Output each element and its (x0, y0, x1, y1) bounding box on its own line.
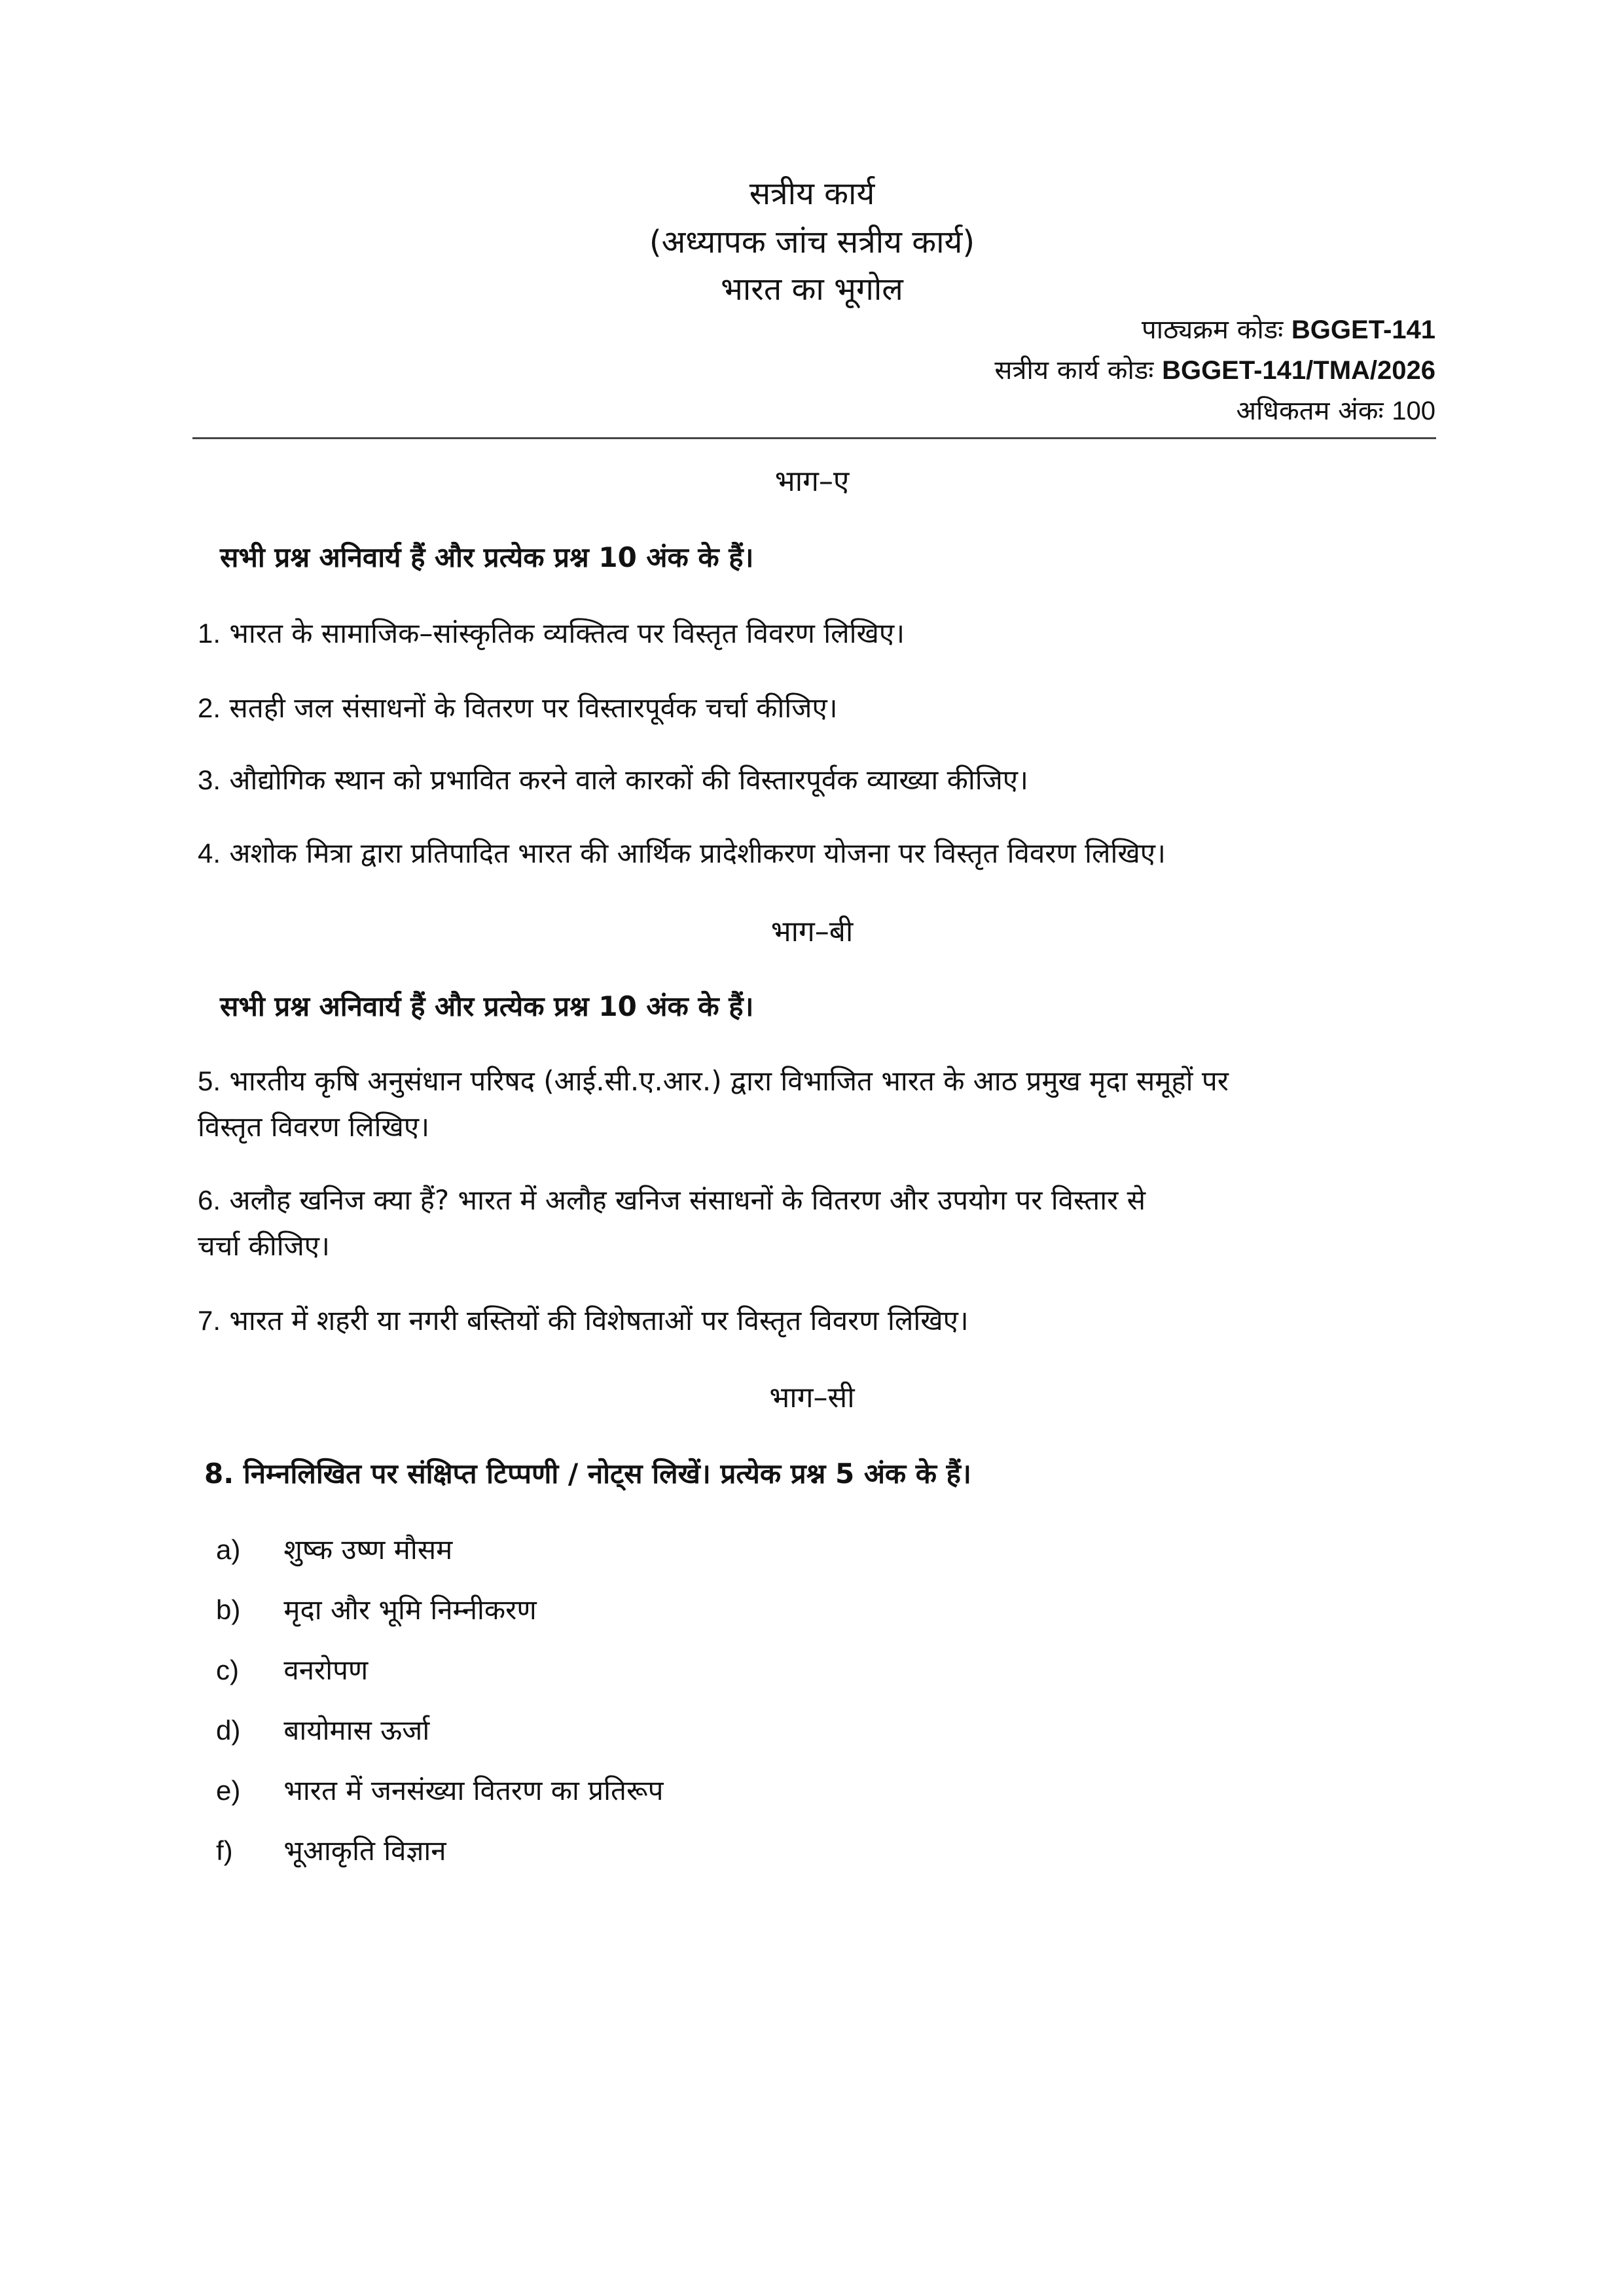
list-item (216, 1712, 429, 1749)
question-text: भारत में शहरी या नगरी बस्तियों की विशेषताओं पर विस्तृत विवरण लिखिए। (229, 1304, 969, 1336)
question-number: 7. (198, 1305, 221, 1336)
item-letter: a) (216, 1534, 241, 1565)
header-title: सत्रीय कार्य (749, 175, 875, 212)
item-text: भारत में जनसंख्या वितरण का प्रतिरूप (283, 1774, 664, 1806)
course-code (1142, 313, 1435, 347)
question-text: भारत के सामाजिक–सांस्कृतिक व्यक्तित्व पर विस्तृत विवरण लिखिए। (229, 617, 905, 649)
item-letter: b) (216, 1594, 241, 1625)
list-item (216, 1772, 663, 1809)
question-text: निम्नलिखित पर संक्षिप्त टिप्पणी / नोट्स लिखें। प्रत्येक प्रश्न 5 अंक के हैं। (243, 1458, 971, 1490)
question-number: 1. (198, 618, 221, 649)
header-divider (192, 437, 1436, 439)
item-letter: e) (216, 1775, 241, 1806)
question-6 (198, 1182, 1146, 1219)
question-4 (198, 835, 1166, 872)
list-item (216, 1833, 446, 1869)
list-item (216, 1652, 368, 1689)
header-subtitle: (अध्यापक जांच सत्रीय कार्य) (649, 224, 975, 260)
question-text: अलौह खनिज क्या हैं? भारत में अलौह खनिज संसाधनों के वितरण और उपयोग पर विस्तार से (229, 1184, 1146, 1216)
list-item (216, 1532, 452, 1568)
item-text: शुष्क उष्ण मौसम (283, 1534, 453, 1566)
question-text: सतही जल संसाधनों के वितरण पर विस्तारपूर्वक चर्चा कीजिए। (229, 692, 838, 724)
assignment-code (994, 353, 1435, 387)
question-number: 8. (204, 1458, 234, 1490)
question-number: 4. (198, 838, 221, 869)
max-marks (1236, 394, 1435, 428)
course-title: भारत का भूगोल (721, 271, 903, 308)
question-5-continued: विस्तृत विवरण लिखिए। (198, 1111, 430, 1143)
course-code-label: पाठ्यक्रम कोडः (1142, 315, 1284, 345)
question-8 (204, 1456, 971, 1492)
part-b-instruction: सभी प्रश्न अनिवार्य हैं और प्रत्येक प्रश्न 10 अंक के हैं। (220, 990, 754, 1022)
question-6-continued: चर्चा कीजिए। (198, 1230, 330, 1262)
assignment-code-value: BGGET-141/TMA/2026 (1162, 356, 1435, 385)
item-text: बायोमास ऊर्जा (283, 1714, 430, 1746)
question-2 (198, 690, 838, 726)
max-marks-value: 100 (1392, 397, 1435, 425)
item-text: मृदा और भूमि निम्नीकरण (283, 1594, 537, 1626)
question-number: 3. (198, 764, 221, 795)
question-number: 2. (198, 692, 221, 723)
question-5 (198, 1063, 1229, 1100)
part-c-title: भाग–सी (769, 1381, 855, 1414)
item-text: वनरोपण (283, 1654, 369, 1686)
item-letter: c) (216, 1655, 239, 1685)
question-text: भारतीय कृषि अनुसंधान परिषद (आई.सी.ए.आर.) द्वारा विभाजित भारत के आठ प्रमुख मृदा समूहों पर (229, 1065, 1229, 1097)
part-b-title: भाग–बी (770, 915, 854, 948)
question-number: 6. (198, 1185, 221, 1215)
assignment-code-label: सत्रीय कार्य कोडः (994, 355, 1154, 386)
part-a-instruction: सभी प्रश्न अनिवार्य हैं और प्रत्येक प्रश्न 10 अंक के हैं। (220, 541, 754, 573)
question-text: औद्योगिक स्थान को प्रभावित करने वाले कारकों की विस्तारपूर्वक व्याख्या कीजिए। (229, 764, 1028, 796)
item-letter: d) (216, 1715, 241, 1746)
max-marks-label: अधिकतम अंकः (1236, 396, 1384, 426)
part-a-title: भाग–ए (774, 465, 850, 498)
item-text: भूआकृति विज्ञान (283, 1835, 446, 1867)
question-1 (198, 615, 905, 652)
list-item (216, 1592, 537, 1628)
question-number: 5. (198, 1066, 221, 1096)
question-3 (198, 762, 1028, 798)
question-7 (198, 1302, 969, 1339)
item-letter: f) (216, 1835, 233, 1866)
question-text: अशोक मित्रा द्वारा प्रतिपादित भारत की आर्थिक प्रादेशीकरण योजना पर विस्तृत विवरण लिखिए। (229, 837, 1166, 869)
course-code-value: BGGET-141 (1291, 315, 1435, 344)
